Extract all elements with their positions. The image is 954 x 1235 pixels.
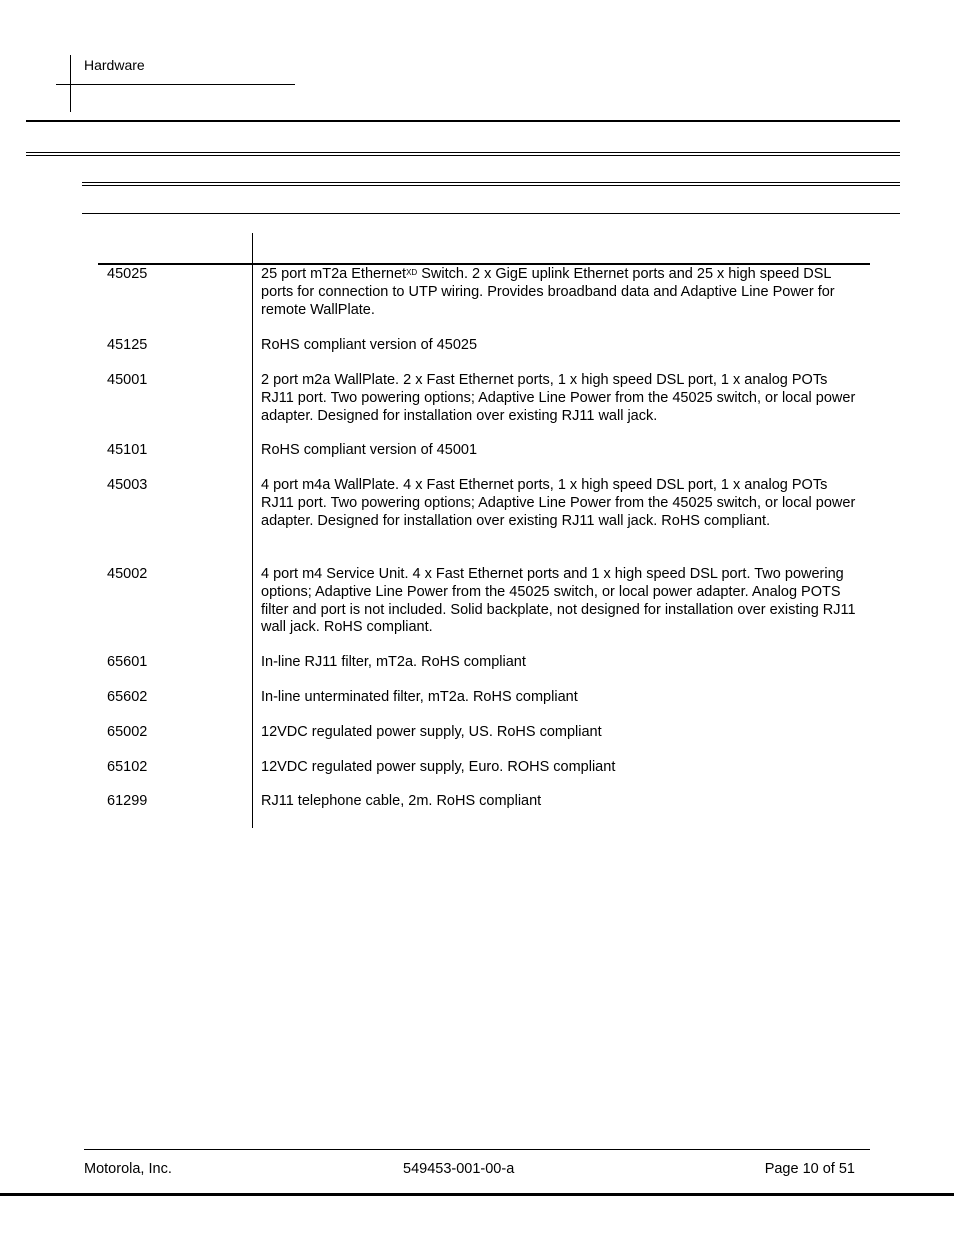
part-description: RoHS compliant version of 45025 bbox=[261, 337, 478, 353]
section-rule-2a bbox=[26, 152, 900, 153]
part-number: 61299 bbox=[107, 793, 148, 809]
section-rule-3a bbox=[82, 182, 900, 183]
part-number: 65601 bbox=[107, 654, 148, 670]
footer-doc-number: 549453-001-00-a bbox=[403, 1161, 515, 1177]
section-rule-1 bbox=[26, 120, 900, 122]
page-bottom-rule bbox=[0, 1193, 954, 1196]
footer-page-number: Page 10 of 51 bbox=[764, 1161, 855, 1177]
part-number: 65002 bbox=[107, 724, 148, 740]
part-description: 4 port m4a WallPlate. 4 x Fast Ethernet ports, 1 x high speed DSL port, 1 x analog POTs RJ11 port. Two powering options; Adaptive Line Power from the 45025 switch, or local power adapter. Designed for installation over existing RJ11 wall jack. RoHS compliant. bbox=[261, 477, 856, 529]
section-rule-4 bbox=[82, 213, 900, 214]
part-number: 65102 bbox=[107, 759, 148, 775]
part-description: RoHS compliant version of 45001 bbox=[261, 442, 478, 458]
part-description: 12VDC regulated power supply, US. RoHS compliant bbox=[261, 724, 602, 740]
part-number: 45125 bbox=[107, 337, 148, 353]
table-header-rule bbox=[98, 263, 870, 265]
part-description: 4 port m4 Service Unit. 4 x Fast Ethernet ports and 1 x high speed DSL port. Two powering options; Adaptive Line Power from the 45025 switch, or local power adapter. Analog POTS filter and port is not included. Solid backplate, not designed for installation over existing RJ11 wall jack. RoHS compliant. bbox=[261, 566, 856, 636]
part-number: 45101 bbox=[107, 442, 148, 458]
header-horizontal-rule bbox=[56, 84, 295, 85]
part-description: RJ11 telephone cable, 2m. RoHS compliant bbox=[261, 793, 542, 809]
section-label: Hardware bbox=[84, 57, 145, 73]
part-number: 45002 bbox=[107, 566, 148, 582]
part-description: In-line unterminated filter, mT2a. RoHS compliant bbox=[261, 689, 578, 705]
table-column-divider bbox=[252, 233, 253, 828]
part-description: 12VDC regulated power supply, Euro. ROHS compliant bbox=[261, 759, 616, 775]
section-rule-3b bbox=[82, 185, 900, 186]
part-description: In-line RJ11 filter, mT2a. RoHS compliant bbox=[261, 654, 526, 670]
part-number: 45025 bbox=[107, 266, 148, 282]
part-number: 45003 bbox=[107, 477, 148, 493]
part-number: 45001 bbox=[107, 372, 148, 388]
part-description: 25 port mT2a Ethernet$^{XD}$ Switch. 2 x GigE uplink Ethernet ports and 25 x high speed DSL ports for connection to UTP wiring. Provides broadband data and Adaptive Line Power for remote WallPlate. bbox=[261, 266, 835, 318]
footer-company: Motorola, Inc. bbox=[84, 1161, 172, 1177]
section-rule-2b bbox=[26, 155, 900, 156]
part-number: 65602 bbox=[107, 689, 148, 705]
part-description: 2 port m2a WallPlate. 2 x Fast Ethernet ports, 1 x high speed DSL port, 1 x analog POTs RJ11 port. Two powering options; Adaptive Line Power from the 45025 switch, or local power adapter. Designed for installation over existing RJ11 wall jack. bbox=[261, 372, 856, 424]
footer-rule bbox=[84, 1149, 870, 1150]
